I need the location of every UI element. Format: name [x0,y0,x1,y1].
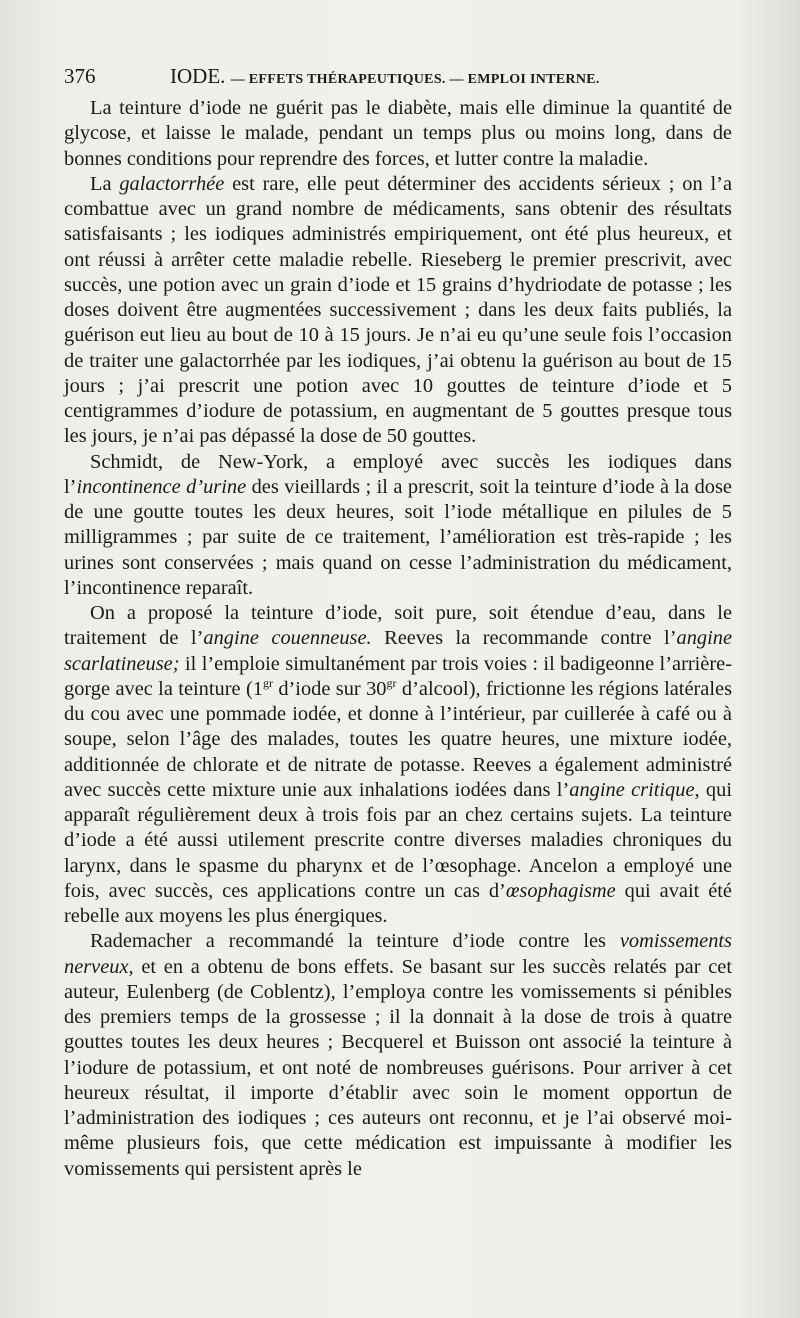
text-run: On a proposé la teinture d’iode, soit pure, soit étendue d’eau, dans le traitement de l’ [64,602,732,650]
paragraph [64,172,732,450]
running-title [170,60,600,96]
text-run: Rademacher a recommandé la teinture d’iode contre les [90,930,620,953]
superscript-unit: gr [262,675,273,690]
text-run: La [90,172,120,195]
italic-term: œsophagisme [505,879,616,902]
text-run: d’alcool), frictionne les régions latérales du cou avec une pommade iodée, et donne à l’intérieur, par cuillerée à café ou à soupe, selon l’âge des malades, toutes les quatre heures, une mixture iodée, additionnée de chlorate et de nitrate de potasse. Reeves a également administré avec succès cette mixture unie aux inhalations iodées dans l’ [64,677,733,801]
page-header [64,60,734,92]
text-run: , qui apparaît régulièrement deux à trois fois par an chez certains sujets. La teinture d’iode a été aussi utilement prescrite contre diverses maladies chroniques du larynx, dans le spasme du pharynx et de l’œsophage. Ancelon a employé une fois, avec succès, ces applications contre un cas d’ [64,778,732,902]
text-run: qui avait été rebelle aux moyens les plus énergiques. [64,879,732,927]
italic-term: incontinence d’urine [76,475,247,498]
text-run: des vieillards ; il a prescrit, soit la teinture d’iode à la dose de une goutte toutes les deux heures, soit l’iode métallique en pilules de 5 milligrammes ; par suite de ce traitement, l’amélioration est très-rapide ; les urines sont conservées ; mais quand on cesse l’administration du médicament, l’incontinence reparaît. [64,475,732,599]
italic-term: angine critique [569,778,695,801]
body-text [64,96,732,1182]
italic-term: angine couenneuse. [203,627,372,650]
paragraph [64,929,732,1182]
paragraph [64,96,732,172]
italic-term: vomissements nerveux [64,930,732,978]
running-title-rest: — EFFETS THÉRAPEUTIQUES. — EMPLOI INTERNE. [230,72,600,87]
text-run: Schmidt, de New-York, a employé avec succès les iodiques dans l’ [64,450,732,498]
paragraph [64,601,732,929]
italic-term: galactorrhée [119,172,225,195]
text-run: d’iode sur 30 [272,677,387,700]
superscript-unit: gr [386,675,397,690]
paragraph [64,450,732,602]
text-run: il l’emploie simultanément par trois voies : il badigeonne l’arrière-gorge avec la teinture (1 [64,652,732,700]
italic-term: angine scarlatineuse; [64,627,732,675]
running-title-main: IODE. [170,64,226,88]
page-number: 376 [64,64,96,88]
text-run: Reeves la recommande contre l’ [371,627,677,650]
text-run: , et en a obtenu de bons effets. Se basant sur les succès relatés par cet auteur, Eulenberg (de Coblentz), l’employa contre les vomissements si pénibles des premiers temps de la grossesse ; il la donnait à la dose de trois à quatre gouttes toutes les deux heures ; Becquerel et Buisson ont associé la teinture à l’iodure de potassium, et ont noté de nombreuses guérisons. Pour arriver à cet heureux résultat, il importe d’établir avec soin le moment opportun de l’administration des iodiques ; ces auteurs ont reconnu, et je l’ai observé moi-même plusieurs fois, que cette médication est impuissante à modifier les vomissements qui persistent après le [64,955,732,1180]
text-run: est rare, elle peut déterminer des accidents sérieux ; on l’a combattue avec un grand nombre de médicaments, sans obtenir des résultats satisfaisants ; les iodiques administrés empiriquement, ont été plus heureux, et ont réussi à arrêter cette maladie rebelle. Rieseberg le premier prescrivit, avec succès, une potion avec un grain d’iode et 15 grains d’hydriodate de potasse ; les doses doivent être augmentées successivement ; dans les deux faits publiés, la guérison eut lieu au bout de 10 à 15 jours. Je n’ai eu qu’une seule fois l’occasion de traiter une galactorrhée par les iodiques, j’ai obtenu la guérison au bout de 15 jours ; j’ai prescrit une potion avec 10 gouttes de teinture d’iode et 5 centigrammes d’iodure de potassium, en augmentant de 5 gouttes presque tous les jours, je n’ai pas dépassé la dose de 50 gouttes. [64,172,732,448]
text-run: La teinture d’iode ne guérit pas le diabète, mais elle diminue la quantité de glycose, et laisse le malade, pendant un temps plus ou moins long, dans de bonnes conditions pour reprendre des forces, et lutter contre la maladie. [64,97,732,170]
